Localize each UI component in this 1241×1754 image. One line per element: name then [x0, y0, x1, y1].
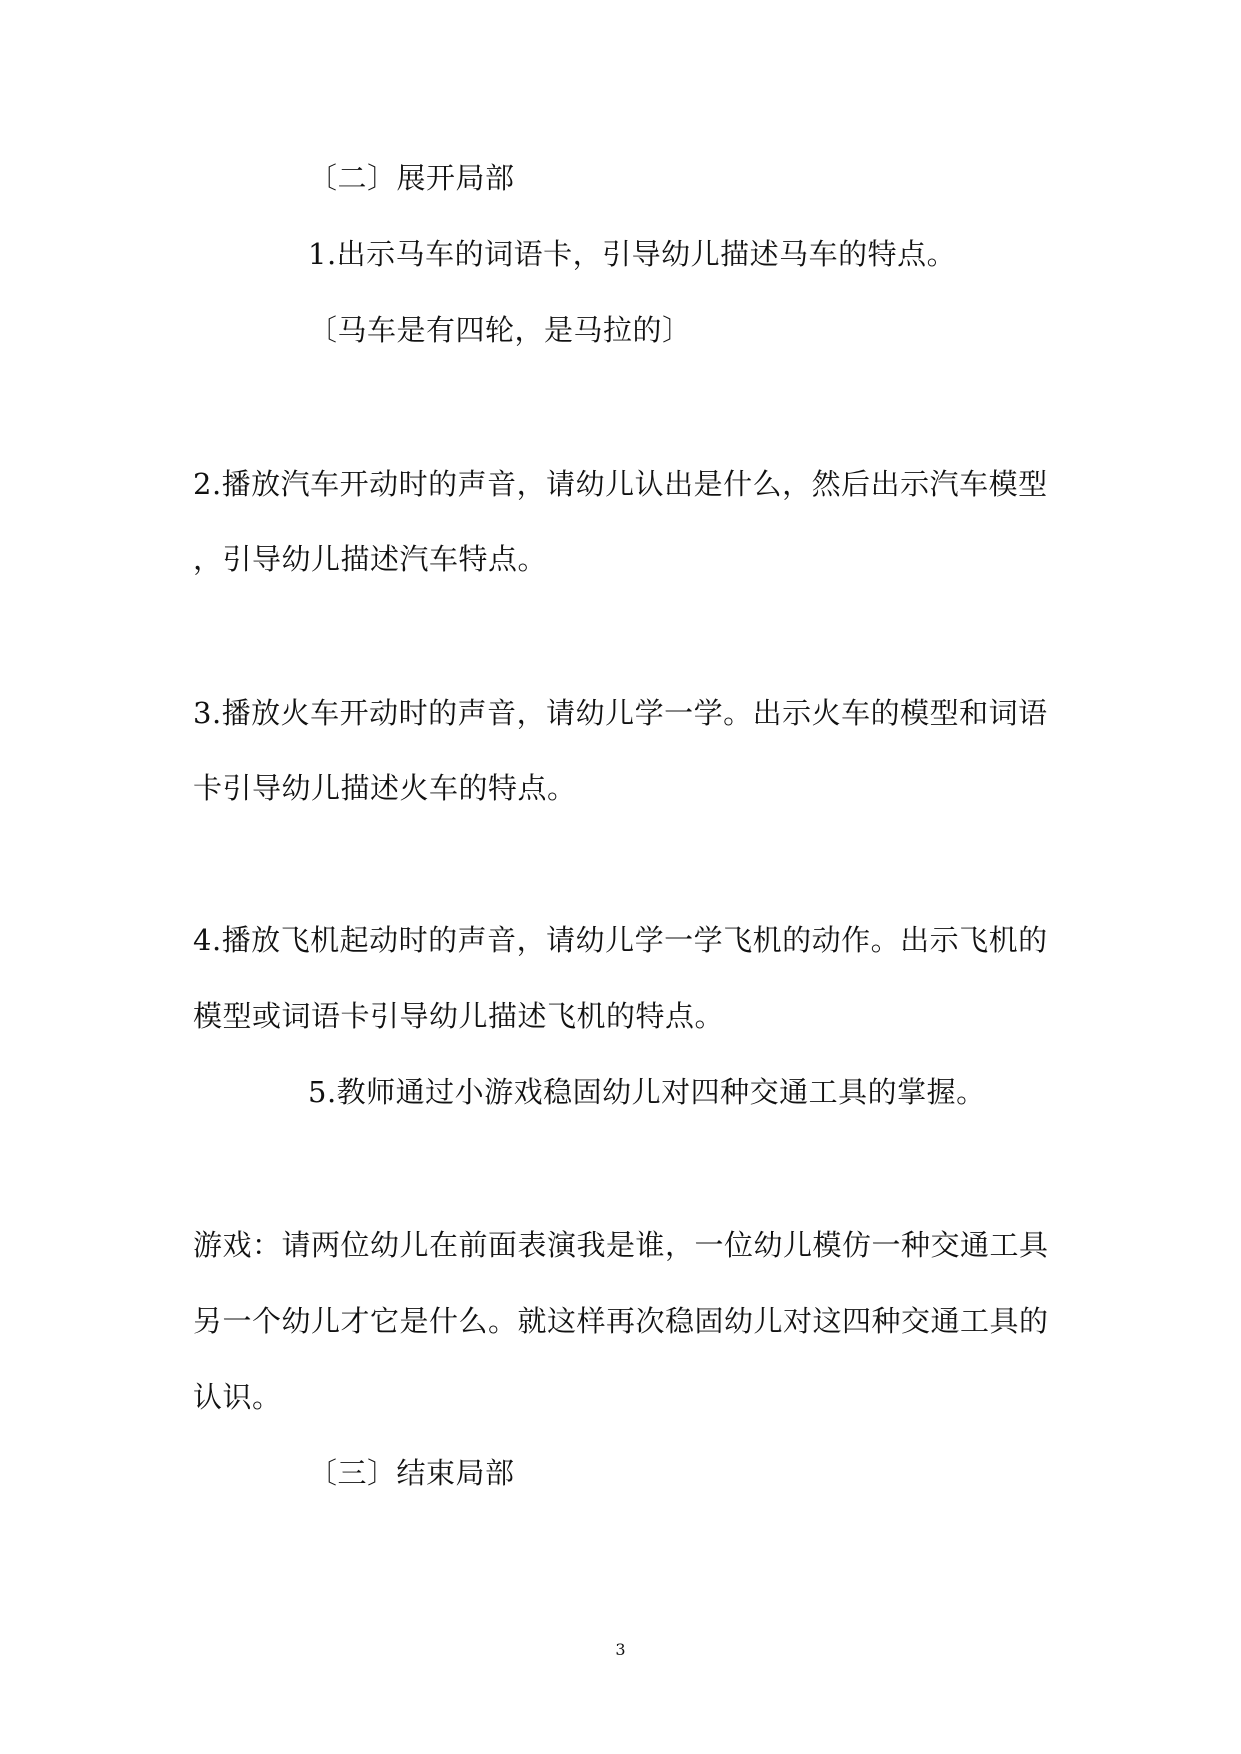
- paragraph-line: ，引导幼儿描述汽车特点。: [193, 542, 548, 576]
- paragraph-line: 卡引导幼儿描述火车的特点。: [193, 771, 577, 805]
- paragraph-line: 游戏：请两位幼儿在前面表演我是谁，一位幼儿模仿一种交通工具: [193, 1228, 1049, 1262]
- section-heading-end: 〔三〕结束局部: [308, 1456, 515, 1490]
- paragraph-line: 模型或词语卡引导幼儿描述飞机的特点。: [193, 999, 725, 1033]
- paragraph-line: 2.播放汽车开动时的声音，请幼儿认出是什么，然后出示汽车模型: [193, 467, 1048, 501]
- paragraph-line: 3.播放火车开动时的声音，请幼儿学一学。出示火车的模型和词语: [193, 696, 1048, 730]
- paragraph-line: 〔马车是有四轮，是马拉的〕: [308, 313, 692, 347]
- paragraph-line: 认识。: [193, 1380, 282, 1414]
- paragraph-line: 4.播放飞机起动时的声音，请幼儿学一学飞机的动作。出示飞机的: [193, 923, 1048, 957]
- paragraph-line: 5.教师通过小游戏稳固幼儿对四种交通工具的掌握。: [308, 1075, 986, 1109]
- page-number: 3: [615, 1640, 626, 1659]
- paragraph-line: 另一个幼儿才它是什么。就这样再次稳固幼儿对这四种交通工具的: [193, 1304, 1049, 1338]
- paragraph-line: 1.出示马车的词语卡，引导幼儿描述马车的特点。: [308, 237, 957, 271]
- section-heading-expand: 〔二〕展开局部: [308, 161, 515, 195]
